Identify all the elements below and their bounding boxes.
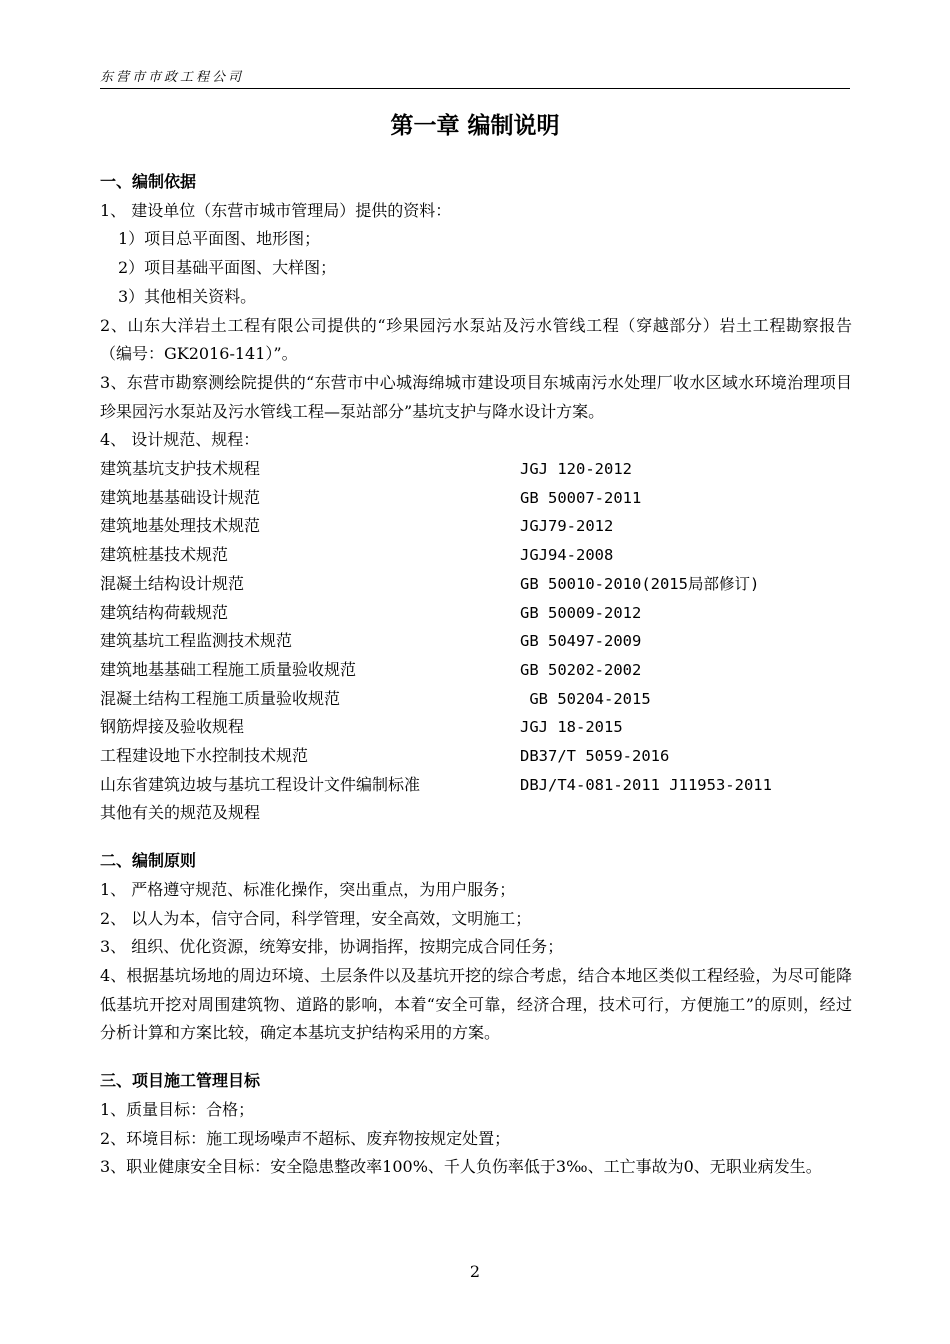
standard-code: GB 50497-2009 — [520, 632, 642, 651]
standard-row — [100, 570, 852, 599]
basis-item-1: 1、 建设单位（东营市城市管理局）提供的资料： — [100, 200, 452, 220]
standard-name: 建筑基坑支护技术规程 — [100, 459, 261, 479]
document-body — [100, 168, 852, 1182]
standard-row — [100, 713, 852, 742]
standard-code: GB 50202-2002 — [520, 660, 642, 679]
standard-name: 混凝土结构设计规范 — [100, 573, 245, 593]
standard-code: DB37/T 5059-2016 — [520, 747, 670, 766]
standard-name: 工程建设地下水控制技术规范 — [100, 746, 309, 766]
section-heading-goals: 三、项目施工管理目标 — [100, 1071, 261, 1091]
standard-code: GB 50010-2010(2015局部修订) — [520, 574, 760, 593]
page-number: 2 — [469, 1262, 481, 1281]
goal-item: 3、职业健康安全目标：安全隐患整改率100%、千人负伤率低于3‰、工亡事故为0、无职业病发生。 — [100, 1157, 822, 1177]
principle-item: 2、 以人为本，信守合同，科学管理，安全高效，文明施工； — [100, 908, 532, 928]
standard-code: GB 50204-2015 — [520, 689, 651, 708]
standard-code: JGJ94-2008 — [520, 546, 614, 565]
basis-subitem-3: 3）其他相关资料。 — [118, 286, 257, 306]
goal-item: 1、质量目标：合格； — [100, 1099, 255, 1119]
standard-name: 建筑基坑工程监测技术规范 — [100, 631, 293, 651]
principle-item: 1、 严格遵守规范、标准化操作，突出重点，为用户服务； — [100, 879, 516, 899]
standard-row — [100, 512, 852, 541]
principle-item: 3、 组织、优化资源，统筹安排，协调指挥，按期完成合同任务； — [100, 937, 564, 957]
standard-name: 混凝土结构工程施工质量验收规范 — [100, 688, 341, 708]
standard-name: 建筑地基基础工程施工质量验收规范 — [100, 659, 357, 679]
standard-name: 建筑地基基础设计规范 — [100, 487, 261, 507]
standard-row — [100, 742, 852, 771]
standard-code: DBJ/T4-081-2011 J11953-2011 — [520, 775, 772, 794]
standard-name: 山东省建筑边坡与基坑工程设计文件编制标准 — [100, 774, 421, 794]
header-rule — [100, 88, 850, 89]
section-heading-basis: 一、编制依据 — [100, 172, 197, 191]
page-header-company: 东营市市政工程公司 — [100, 70, 245, 85]
standards-list — [100, 455, 852, 799]
principle-item: 4、根据基坑场地的周边环境、土层条件以及基坑开挖的综合考虑，结合本地区类似工程经验，为尽可能降低基坑开挖对周围建筑物、道路的影响，本着“安全可靠，经济合理，技术可行，方便施工”的原则，经过分析计算和方案比较，确定本基坑支护结构采用的方案。 — [100, 965, 852, 1043]
basis-item-3: 3、东营市勘察测绘院提供的“东营市中心城海绵城市建设项目东城南污水处理厂收水区域水环境治理项目珍果园污水泵站及污水管线工程—泵站部分”基坑支护与降水设计方案。 — [100, 372, 852, 421]
chapter-title: 第一章 编制说明 — [390, 113, 560, 139]
standard-name: 建筑结构荷载规范 — [100, 602, 229, 622]
basis-subitem-1: 1）项目总平面图、地形图； — [118, 229, 321, 249]
standard-row — [100, 627, 852, 656]
basis-item-4: 4、 设计规范、规程： — [100, 430, 260, 450]
standard-row — [100, 685, 852, 714]
standard-row — [100, 484, 852, 513]
standard-name: 建筑桩基技术规范 — [100, 545, 229, 565]
standard-row — [100, 771, 852, 800]
goal-item: 2、环境目标：施工现场噪声不超标、废弃物按规定处置； — [100, 1128, 511, 1148]
standard-row — [100, 455, 852, 484]
standards-other: 其他有关的规范及规程 — [100, 803, 261, 823]
standard-code: JGJ79-2012 — [520, 517, 614, 536]
basis-subitem-2: 2）项目基础平面图、大样图； — [118, 258, 337, 278]
standard-code: GB 50007-2011 — [520, 488, 642, 507]
section-heading-principles: 二、编制原则 — [100, 851, 197, 871]
section-gap — [100, 828, 852, 847]
basis-item-2: 2、山东大洋岩土工程有限公司提供的“珍果园污水泵站及污水管线工程（穿越部分）岩土工程勘察报告（编号：GK2016-141）”。 — [100, 315, 852, 364]
section-gap — [100, 1048, 852, 1067]
standard-name: 钢筋焊接及验收规程 — [100, 717, 245, 737]
standard-row — [100, 656, 852, 685]
standard-name: 建筑地基处理技术规范 — [100, 516, 261, 536]
standard-row — [100, 599, 852, 628]
standard-code: JGJ 120-2012 — [520, 460, 632, 479]
standard-row — [100, 541, 852, 570]
standard-code: JGJ 18-2015 — [520, 718, 623, 737]
standard-code: GB 50009-2012 — [520, 603, 642, 622]
